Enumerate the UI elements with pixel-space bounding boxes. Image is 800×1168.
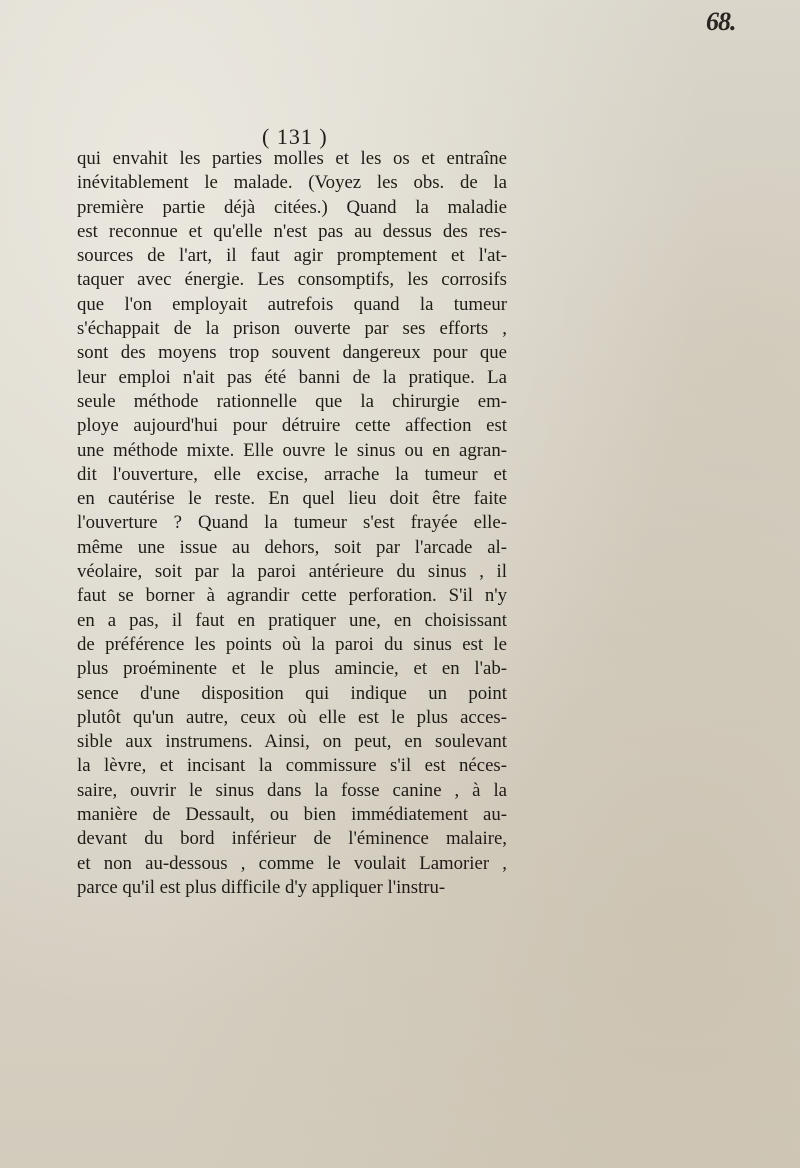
text-line: taquer avec énergie. Les consomptifs, les corrosifs [77, 269, 507, 291]
text-line: ploye aujourd'hui pour détruire cette affection est [77, 415, 507, 437]
text-line: en cautérise le reste. En quel lieu doit être faite [77, 488, 507, 510]
text-line: sible aux instrumens. Ainsi, on peut, en soulevant [77, 731, 507, 753]
text-line: faut se borner à agrandir cette perforation. S'il n'y [77, 585, 507, 607]
text-line: une méthode mixte. Elle ouvre le sinus ou en agran- [77, 439, 507, 461]
page-number: ( 131 ) [262, 124, 328, 149]
text-line: plus proéminente et le plus amincie, et en l'ab- [77, 658, 507, 680]
handwritten-folio-number: 68. [706, 7, 736, 36]
text-line: l'ouverture ? Quand la tumeur s'est frayée elle- [77, 512, 507, 534]
text-line: leur emploi n'ait pas été banni de la pratique. La [77, 366, 507, 388]
text-line: devant du bord inférieur de l'éminence malaire, [77, 828, 507, 850]
text-line: s'échappait de la prison ouverte par ses efforts , [77, 318, 507, 340]
text-line: en a pas, il faut en pratiquer une, en choisissant [77, 609, 507, 631]
text-line: manière de Dessault, ou bien immédiatement au- [77, 804, 507, 826]
text-line: sources de l'art, il faut agir promptement et l'at- [77, 245, 507, 267]
text-line: qui envahit les parties molles et les os et entraîne [77, 148, 507, 169]
text-line: la lèvre, et incisant la commissure s'il est néces- [77, 755, 507, 777]
text-line: saire, ouvrir le sinus dans la fosse canine , à la [77, 779, 507, 801]
text-line: sence d'une disposition qui indique un point [77, 682, 507, 704]
text-line: véolaire, soit par la paroi antérieure du sinus , il [77, 561, 507, 583]
text-line: même une issue au dehors, soit par l'arcade al- [77, 536, 507, 558]
text-line: première partie déjà citées.) Quand la maladie [77, 196, 507, 218]
text-line: de préférence les points où la paroi du sinus est le [77, 633, 507, 655]
text-line: et non au-dessous , comme le voulait Lamorier , [77, 852, 507, 874]
text-line: sont des moyens trop souvent dangereux pour que [77, 342, 507, 364]
text-line: que l'on employait autrefois quand la tumeur [77, 293, 507, 315]
text-line: dit l'ouverture, elle excise, arrache la tumeur et [77, 463, 507, 485]
body-text [77, 147, 507, 900]
text-line: plutôt qu'un autre, ceux où elle est le plus acces- [77, 706, 507, 728]
text-line: seule méthode rationnelle que la chirurgie em- [77, 390, 507, 412]
text-line: est reconnue et qu'elle n'est pas au dessus des res- [77, 220, 507, 242]
text-line: inévitablement le malade. (Voyez les obs. de la [77, 172, 507, 194]
text-line: parce qu'il est plus difficile d'y appliquer l'instru- [77, 876, 446, 898]
